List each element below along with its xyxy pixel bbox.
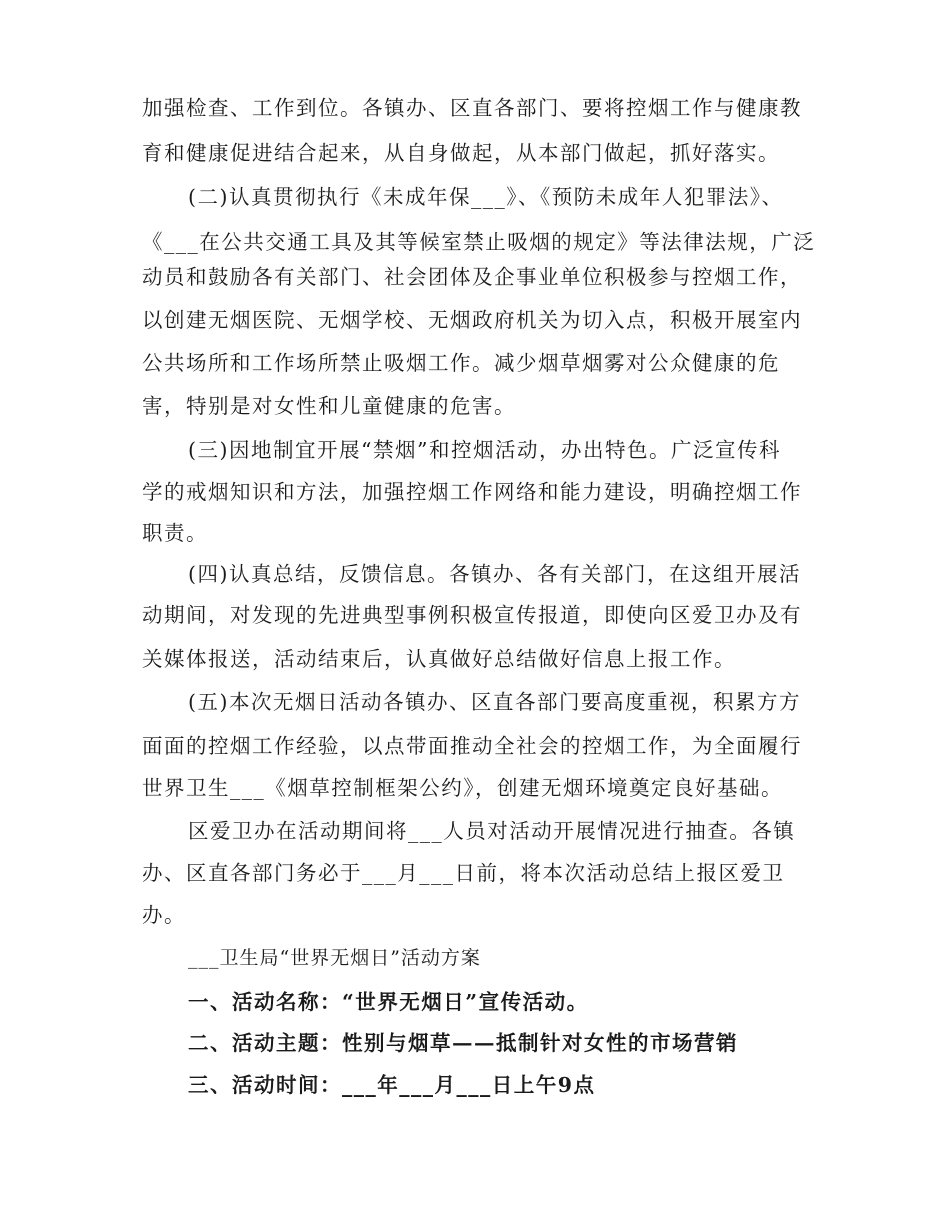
paragraph-line: 办、区直各部门务必于___月___日前，将本次活动总结上报区爱卫 — [142, 861, 785, 885]
paragraph-line: 区爱卫办在活动期间将___人员对活动开展情况进行抽查。各镇 — [188, 819, 796, 843]
paragraph-line: 害，特别是对女性和儿童健康的危害。 — [142, 394, 516, 418]
paragraph-line: 育和健康促进结合起来，从自身做起，从本部门做起，抓好落实。 — [142, 141, 780, 165]
paragraph-line: 动期间，对发现的先进典型事例积极宣传报道，即使向区爱卫办及有 — [142, 603, 802, 627]
paragraph-line: 以创建无烟医院、无烟学校、无烟政府机关为切入点，积极开展室内 — [142, 308, 802, 332]
paragraph-line: 关媒体报送，活动结束后，认真做好总结做好信息上报工作。 — [142, 647, 736, 671]
paragraph-line: (二)认真贯彻执行《未成年保___》、《预防未成年人犯罪法》、 — [188, 185, 784, 209]
paragraph-line: 《___在公共交通工具及其等候室禁止吸烟的规定》等法律法规，广泛 — [142, 230, 816, 254]
heading-activity-name: 一、活动名称：“世界无烟日”宣传活动。 — [188, 990, 589, 1014]
paragraph-line: (三)因地制宜开展“禁烟”和控烟活动，办出特色。广泛宣传科 — [188, 438, 781, 462]
paragraph-line: 动员和鼓励各有关部门、社会团体及企事业单位积极参与控烟工作， — [142, 265, 802, 289]
paragraph-line: 职责。 — [142, 521, 208, 545]
paragraph-line: (四)认真总结，反馈信息。各镇办、各有关部门，在这组开展活 — [188, 562, 801, 586]
section-title: ___卫生局“世界无烟日”活动方案 — [188, 947, 481, 969]
paragraph-line: 公共场所和工作场所禁止吸烟工作。减少烟草烟雾对公众健康的危 — [142, 351, 780, 375]
paragraph-line: 世界卫生___《烟草控制框架公约》，创建无烟环境奠定良好基础。 — [142, 776, 783, 800]
paragraph-line: 学的戒烟知识和方法，加强控烟工作网络和能力建设，明确控烟工作 — [142, 480, 802, 504]
paragraph-line: 办。 — [142, 903, 186, 927]
paragraph-line: 加强检查、工作到位。各镇办、区直各部门、要将控烟工作与健康教 — [142, 96, 802, 120]
paragraph-line: (五)本次无烟日活动各镇办、区直各部门要高度重视，积累方方 — [188, 690, 801, 714]
heading-activity-theme: 二、活动主题：性别与烟草——抵制针对女性的市场营销 — [188, 1031, 738, 1055]
heading-activity-time: 三、活动时间：___年___月___日上午9点 — [188, 1073, 596, 1097]
paragraph-line: 面面的控烟工作经验，以点带面推动全社会的控烟工作，为全面履行 — [142, 734, 802, 758]
